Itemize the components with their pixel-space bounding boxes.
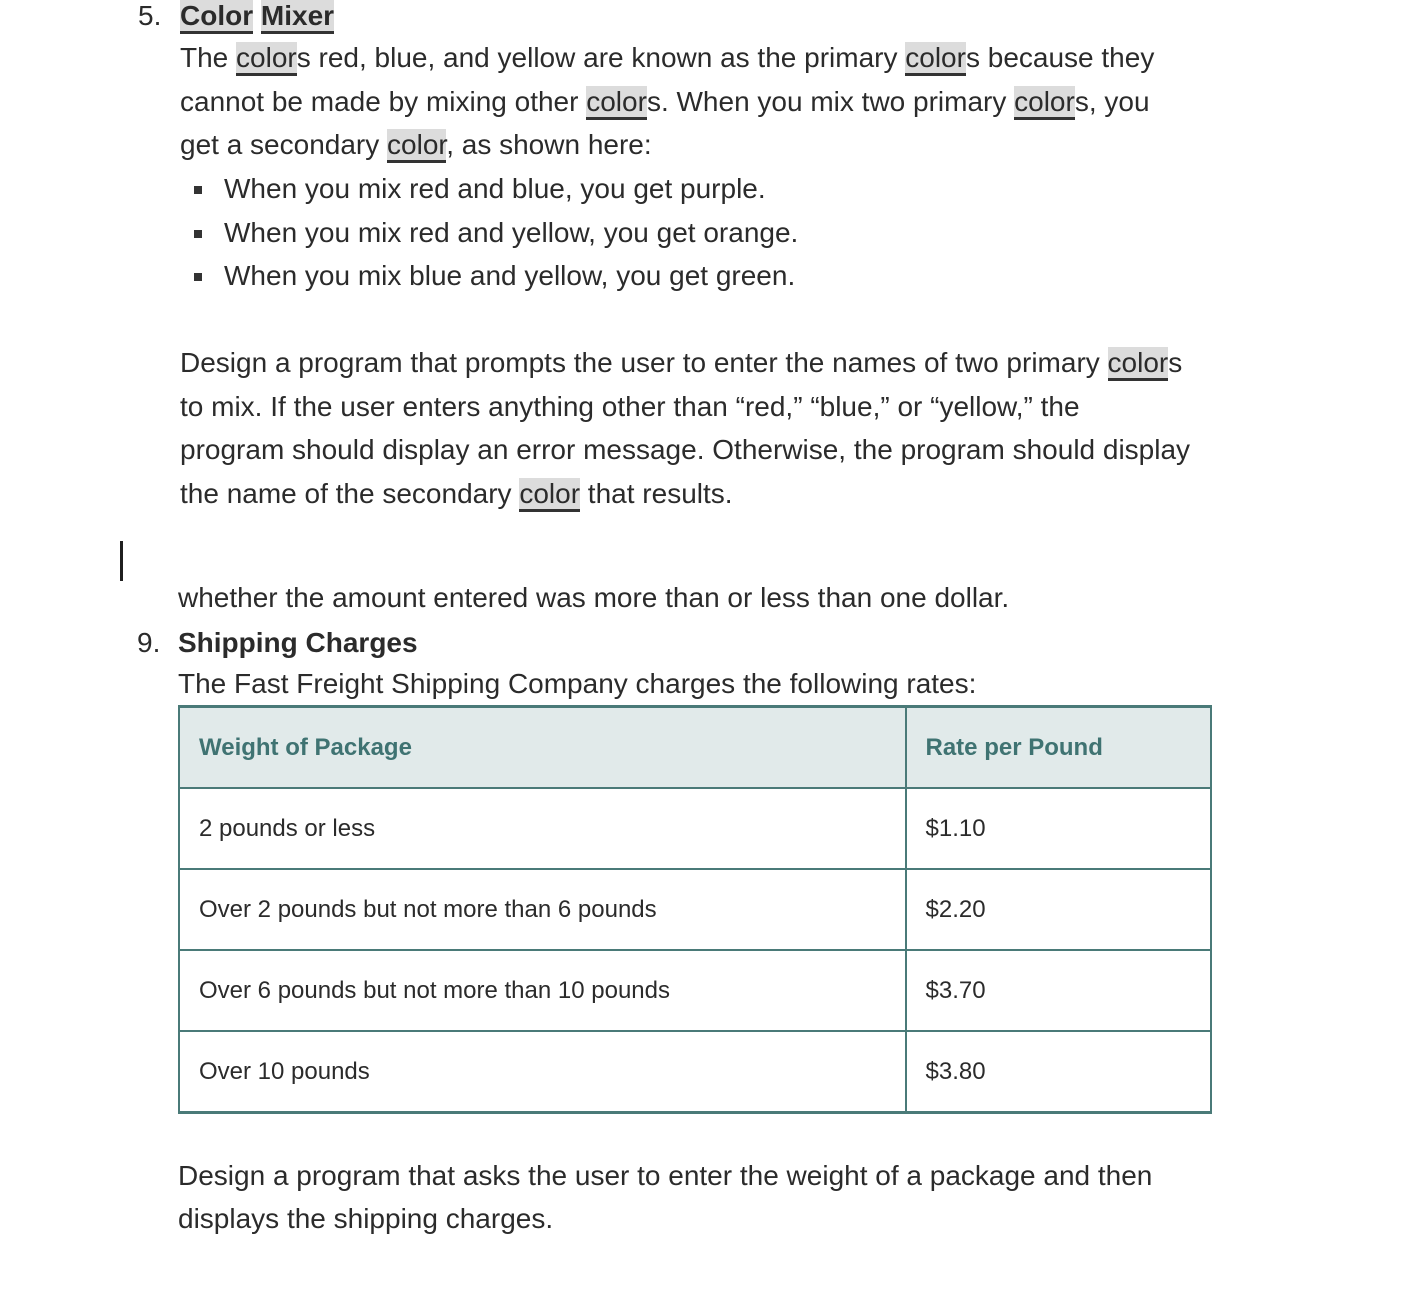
- highlighted-word: color: [236, 42, 297, 76]
- weight-cell: Over 10 pounds: [179, 1031, 906, 1113]
- highlighted-word: color: [905, 42, 966, 76]
- highlighted-word: color: [1108, 347, 1169, 381]
- table-header-row: [179, 707, 1211, 789]
- column-header-weight: Weight of Package: [179, 707, 906, 789]
- bullet-icon: [194, 186, 202, 194]
- table-row: [179, 869, 1211, 950]
- clipped-text-line: whether the amount entered was more than or less than one dollar.: [178, 582, 1010, 613]
- list-item: When you mix red and yellow, you get orange.: [224, 211, 798, 255]
- list-item: When you mix red and blue, you get purple.: [224, 167, 766, 211]
- section-title-color-mixer: [180, 0, 334, 32]
- table-row: [179, 950, 1211, 1031]
- weight-cell: Over 2 pounds but not more than 6 pounds: [179, 869, 906, 950]
- highlighted-word: color: [519, 478, 580, 512]
- highlighted-word: color: [586, 86, 647, 120]
- column-header-rate: Rate per Pound: [906, 707, 1212, 789]
- intro-line-3: get a secondary color, as shown here:: [180, 123, 652, 167]
- highlighted-word: color: [387, 129, 446, 163]
- intro-line-1: The colors red, blue, and yellow are known as the primary colors because they: [180, 36, 1154, 80]
- text-cursor: [120, 541, 123, 581]
- weight-cell: Over 6 pounds but not more than 10 pounds: [179, 950, 906, 1031]
- task-line-1: Design a program that prompts the user to enter the names of two primary colors: [180, 341, 1182, 385]
- title-word-color: Color: [180, 0, 253, 34]
- shipping-task-line-2: displays the shipping charges.: [178, 1203, 554, 1234]
- list-item: When you mix blue and yellow, you get green.: [224, 254, 795, 298]
- intro-line-2: cannot be made by mixing other colors. When you mix two primary colors, you: [180, 80, 1150, 124]
- table-row: [179, 788, 1211, 869]
- bullet-icon: [194, 230, 202, 238]
- shipping-task-line-1: Design a program that asks the user to enter the weight of a package and then: [178, 1160, 1153, 1191]
- section-title-shipping-charges: Shipping Charges: [178, 627, 418, 658]
- rate-cell: $2.20: [906, 869, 1212, 950]
- shipping-rates-table: [178, 705, 1212, 1114]
- rate-cell: $3.80: [906, 1031, 1212, 1113]
- list-number-9: 9.: [137, 627, 161, 658]
- table-row: [179, 1031, 1211, 1113]
- rate-cell: $3.70: [906, 950, 1212, 1031]
- shipping-intro-text: The Fast Freight Shipping Company charges the following rates:: [178, 668, 977, 699]
- weight-cell: 2 pounds or less: [179, 788, 906, 869]
- task-line-4: the name of the secondary color that results.: [180, 472, 733, 516]
- highlighted-word: color: [1014, 86, 1075, 120]
- task-line-3: program should display an error message. Otherwise, the program should display: [180, 434, 1191, 466]
- list-number-5: 5.: [138, 0, 162, 31]
- bullet-icon: [194, 273, 202, 281]
- rate-cell: $1.10: [906, 788, 1212, 869]
- task-line-2: to mix. If the user enters anything other than “red,” “blue,” or “yellow,” the: [180, 390, 1080, 422]
- title-word-mixer: Mixer: [261, 0, 334, 34]
